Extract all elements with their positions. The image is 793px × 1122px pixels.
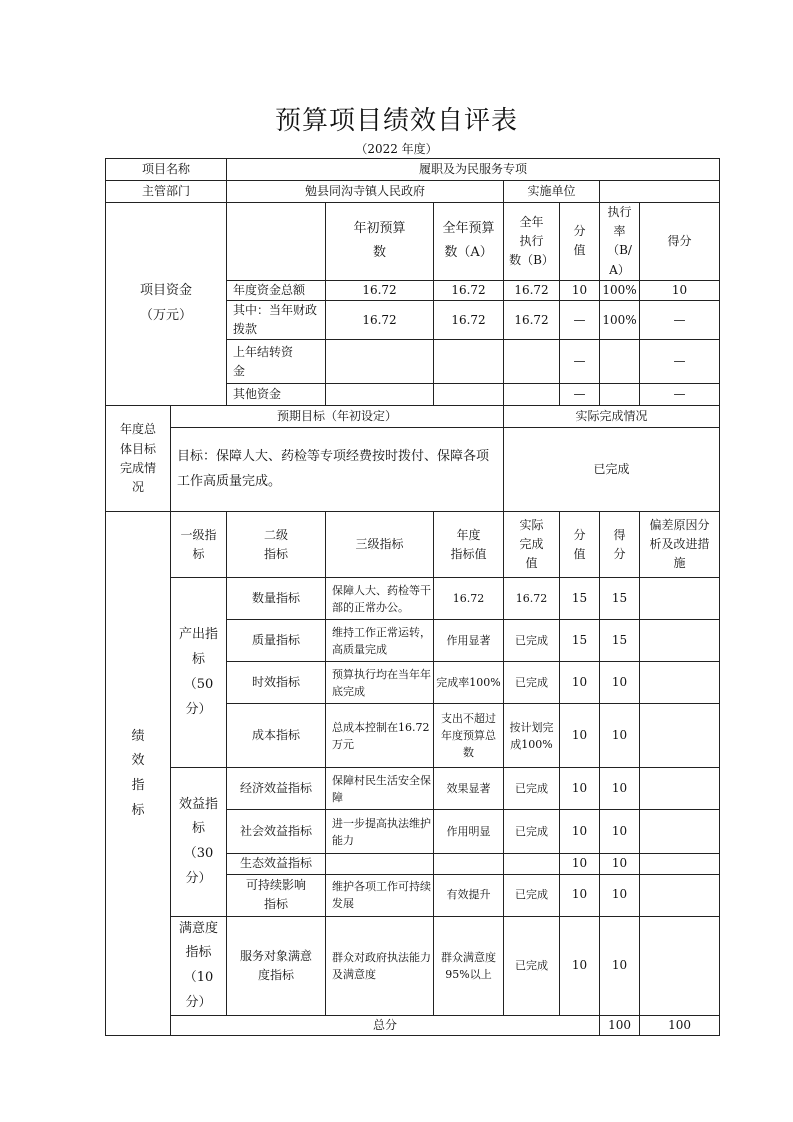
impl-unit-value <box>600 181 720 203</box>
indicator-got: 15 <box>600 578 640 620</box>
indicator-note <box>640 578 720 620</box>
funds-cell <box>326 340 434 384</box>
indicator-level2: 时效指标 <box>227 662 326 704</box>
department-label: 主管部门 <box>106 181 227 203</box>
indicator-level2: 成本指标 <box>227 704 326 768</box>
indicator-level2: 生态效益指标 <box>227 854 326 874</box>
goals-expected-label: 预期目标（年初设定） <box>171 406 504 428</box>
goals-actual-label: 实际完成情况 <box>504 406 720 428</box>
indicator-score: 10 <box>560 768 600 810</box>
funds-label: 项目资金 （万元） <box>106 203 227 406</box>
indicator-level2: 数量指标 <box>227 578 326 620</box>
funds-item-name: 上年结转资 金 <box>227 340 326 384</box>
indicator-row <box>106 768 720 810</box>
funds-cell <box>326 384 434 406</box>
funds-cell: 16.72 <box>434 300 504 339</box>
funds-cell: — <box>560 340 600 384</box>
indicator-level2: 质量指标 <box>227 620 326 662</box>
goals-row <box>106 428 720 512</box>
indicator-score: 10 <box>560 916 600 1016</box>
indicator-actual: 已完成 <box>504 620 560 662</box>
project-name-label: 项目名称 <box>106 159 227 181</box>
indicator-level2: 可持续影响 指标 <box>227 874 326 916</box>
indicators-header-row <box>106 512 720 578</box>
indicator-level2: 社会效益指标 <box>227 810 326 854</box>
funds-cell <box>504 340 560 384</box>
indicator-score: 15 <box>560 620 600 662</box>
funds-header-blank <box>227 203 326 281</box>
funds-cell: 16.72 <box>326 300 434 339</box>
funds-cell: 100% <box>600 300 640 339</box>
indicator-level3: 保障人大、药检等干部的正常办公。 <box>326 578 434 620</box>
department-row <box>106 181 720 203</box>
goals-header-row <box>106 406 720 428</box>
indicator-note <box>640 916 720 1016</box>
funds-cell: 16.72 <box>326 280 434 300</box>
project-name: 履职及为民服务专项 <box>227 159 720 181</box>
total-row <box>106 1016 720 1036</box>
funds-cell: 100% <box>600 280 640 300</box>
funds-header: 年初预算 数 <box>326 203 434 281</box>
funds-header: 分 值 <box>560 203 600 281</box>
funds-cell <box>600 340 640 384</box>
indicator-actual: 已完成 <box>504 874 560 916</box>
page-title: 预算项目绩效自评表 <box>274 106 518 136</box>
funds-header: 全年 执行 数（B） <box>504 203 560 281</box>
indicator-score: 10 <box>560 704 600 768</box>
indicator-row <box>106 578 720 620</box>
funds-cell: 10 <box>640 280 720 300</box>
indicator-header: 三级指标 <box>326 512 434 578</box>
funds-item-name: 其他资金 <box>227 384 326 406</box>
goals-label: 年度总 体目标 完成情 况 <box>106 406 171 512</box>
indicator-header: 年度 指标值 <box>434 512 504 578</box>
indicator-actual: 已完成 <box>504 916 560 1016</box>
indicator-level3: 预算执行均在当年年底完成 <box>326 662 434 704</box>
funds-cell: — <box>640 340 720 384</box>
indicator-header: 分 值 <box>560 512 600 578</box>
funds-cell: 16.72 <box>504 280 560 300</box>
indicator-note <box>640 874 720 916</box>
funds-cell: — <box>560 300 600 339</box>
funds-item-name: 年度资金总额 <box>227 280 326 300</box>
indicator-level3: 维护各项工作可持续发展 <box>326 874 434 916</box>
funds-header-row <box>106 203 720 281</box>
indicator-group-name: 产出指 标 （50 分） <box>171 578 227 768</box>
indicator-score: 10 <box>560 854 600 874</box>
indicator-note <box>640 620 720 662</box>
indicator-got: 15 <box>600 620 640 662</box>
indicator-target: 完成率100% <box>434 662 504 704</box>
year-label: （2022 年度） <box>355 142 438 156</box>
indicator-level3: 总成本控制在16.72 万元 <box>326 704 434 768</box>
indicator-actual: 按计划完成100% <box>504 704 560 768</box>
indicator-score: 10 <box>560 810 600 854</box>
indicator-got: 10 <box>600 768 640 810</box>
department-name: 勉县同沟寺镇人民政府 <box>227 181 504 203</box>
indicator-got: 10 <box>600 916 640 1016</box>
indicator-got: 10 <box>600 874 640 916</box>
funds-cell <box>434 384 504 406</box>
funds-cell: — <box>640 384 720 406</box>
funds-header: 得分 <box>640 203 720 281</box>
indicator-actual: 已完成 <box>504 662 560 704</box>
funds-cell: 10 <box>560 280 600 300</box>
indicator-target: 16.72 <box>434 578 504 620</box>
indicator-target: 作用明显 <box>434 810 504 854</box>
total-label: 总分 <box>171 1016 600 1036</box>
indicator-target: 支出不超过年度预算总数 <box>434 704 504 768</box>
total-got: 100 <box>640 1016 720 1036</box>
indicator-target: 作用显著 <box>434 620 504 662</box>
indicator-target: 效果显著 <box>434 768 504 810</box>
goals-expected: 目标：保障人大、药检等专项经费按时拨付、保障各项工作高质量完成。 <box>171 428 504 512</box>
funds-cell <box>600 384 640 406</box>
indicator-score: 15 <box>560 578 600 620</box>
funds-cell <box>504 384 560 406</box>
indicator-score: 10 <box>560 874 600 916</box>
indicator-group-name: 满意度 指标 （10 分） <box>171 916 227 1016</box>
indicator-actual: 16.72 <box>504 578 560 620</box>
impl-unit-label: 实施单位 <box>504 181 600 203</box>
indicator-got: 10 <box>600 662 640 704</box>
indicator-level2: 服务对象满意 度指标 <box>227 916 326 1016</box>
indicator-target: 有效提升 <box>434 874 504 916</box>
indicator-header: 一级指 标 <box>171 512 227 578</box>
indicator-got: 10 <box>600 810 640 854</box>
indicator-got: 10 <box>600 704 640 768</box>
project-name-row <box>106 159 720 181</box>
funds-cell <box>434 340 504 384</box>
indicator-target: 群众满意度 95%以上 <box>434 916 504 1016</box>
indicator-level3: 进一步提高执法维护能力 <box>326 810 434 854</box>
indicator-score: 10 <box>560 662 600 704</box>
indicator-header: 实际 完成 值 <box>504 512 560 578</box>
indicator-target <box>434 854 504 874</box>
indicator-actual: 已完成 <box>504 768 560 810</box>
indicator-note <box>640 810 720 854</box>
funds-cell: 16.72 <box>504 300 560 339</box>
indicator-level3: 保障村民生活安全保障 <box>326 768 434 810</box>
indicator-note <box>640 662 720 704</box>
indicator-actual: 已完成 <box>504 810 560 854</box>
indicator-level3 <box>326 854 434 874</box>
funds-item-name: 其中：当年财政拨款 <box>227 300 326 339</box>
funds-cell: 16.72 <box>434 280 504 300</box>
indicator-level2: 经济效益指标 <box>227 768 326 810</box>
indicator-group-name: 效益指 标 （30 分） <box>171 768 227 916</box>
total-score: 100 <box>600 1016 640 1036</box>
funds-cell: — <box>560 384 600 406</box>
indicator-note <box>640 854 720 874</box>
indicators-label: 绩 效 指 标 <box>106 512 171 1036</box>
indicator-header: 二级 指标 <box>227 512 326 578</box>
indicator-header: 得 分 <box>600 512 640 578</box>
funds-cell: — <box>640 300 720 339</box>
funds-header: 执行率 （B/A） <box>600 203 640 281</box>
indicator-got: 10 <box>600 854 640 874</box>
indicator-note <box>640 704 720 768</box>
evaluation-table <box>105 158 720 1036</box>
indicator-actual <box>504 854 560 874</box>
indicator-note <box>640 768 720 810</box>
indicator-level3: 维持工作正常运转，高质量完成 <box>326 620 434 662</box>
indicator-row <box>106 916 720 1016</box>
goals-actual: 已完成 <box>504 428 720 512</box>
funds-header: 全年预算 数（A） <box>434 203 504 281</box>
indicator-level3: 群众对政府执法能力及满意度 <box>326 916 434 1016</box>
indicator-header: 偏差原因分 析及改进措 施 <box>640 512 720 578</box>
